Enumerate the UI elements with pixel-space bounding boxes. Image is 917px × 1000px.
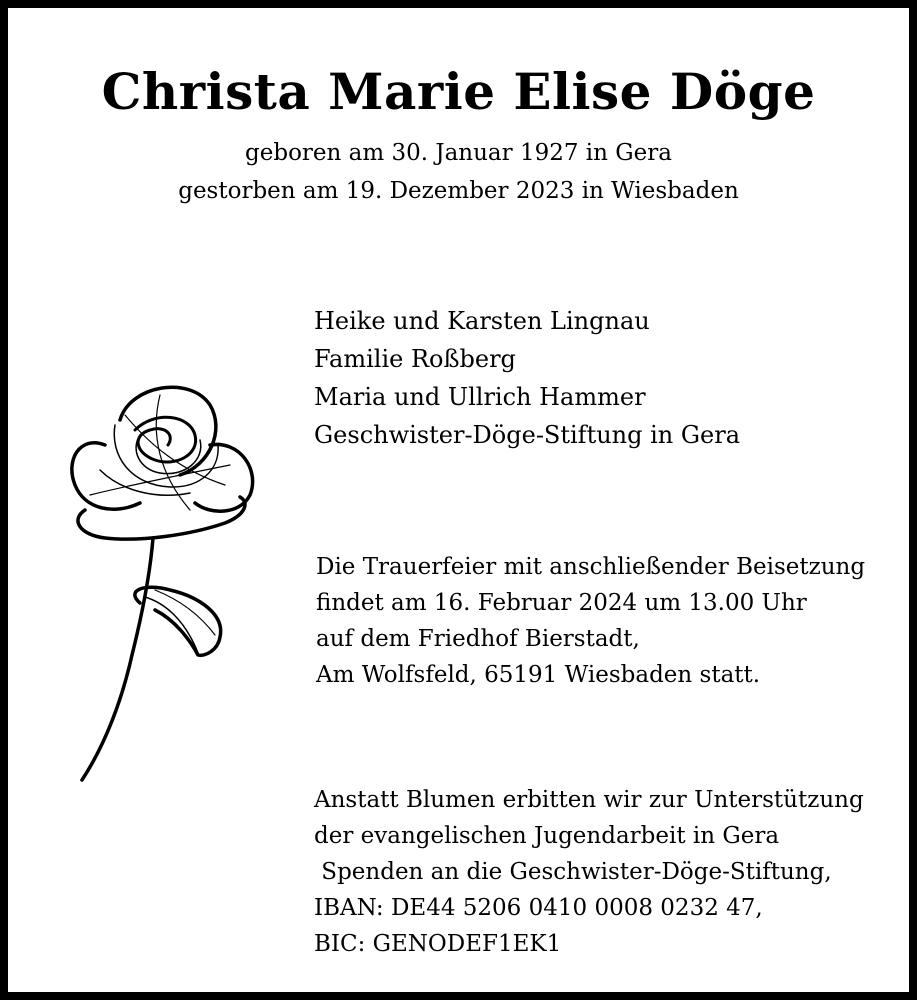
bic-line: BIC: GENODEF1EK1 (314, 931, 562, 957)
mourner-line: Heike und Karsten Lingnau (314, 307, 650, 335)
death-date-line: gestorben am 19. Dezember 2023 in Wiesbaden (178, 178, 739, 204)
deceased-name: Christa Marie Elise Döge (101, 62, 816, 121)
iban-line: IBAN: DE44 5206 0410 0008 0232 47, (314, 895, 763, 921)
donation-line: Spenden an die Geschwister-Döge-Stiftung, (314, 859, 832, 885)
mourner-line: Geschwister-Döge-Stiftung in Gera (314, 421, 741, 449)
birth-date-line: geboren am 30. Januar 1927 in Gera (245, 140, 672, 166)
funeral-line: Die Trauerfeier mit anschließender Beisetzung (316, 554, 866, 580)
mourner-line: Maria und Ullrich Hammer (314, 383, 646, 411)
funeral-line: auf dem Friedhof Bierstadt, (316, 626, 640, 652)
donation-info (314, 782, 864, 962)
life-dates (0, 134, 917, 210)
funeral-info (316, 549, 865, 693)
funeral-line: findet am 16. Februar 2024 um 13.00 Uhr (316, 590, 807, 616)
donation-line: der evangelischen Jugendarbeit in Gera (314, 823, 780, 849)
mourner-line: Familie Roßberg (314, 345, 516, 373)
donation-line: Anstatt Blumen erbitten wir zur Unterstützung (314, 787, 864, 813)
funeral-line: Am Wolfsfeld, 65191 Wiesbaden statt. (316, 662, 761, 688)
rose-icon (60, 375, 270, 790)
mourners-list (314, 302, 740, 454)
